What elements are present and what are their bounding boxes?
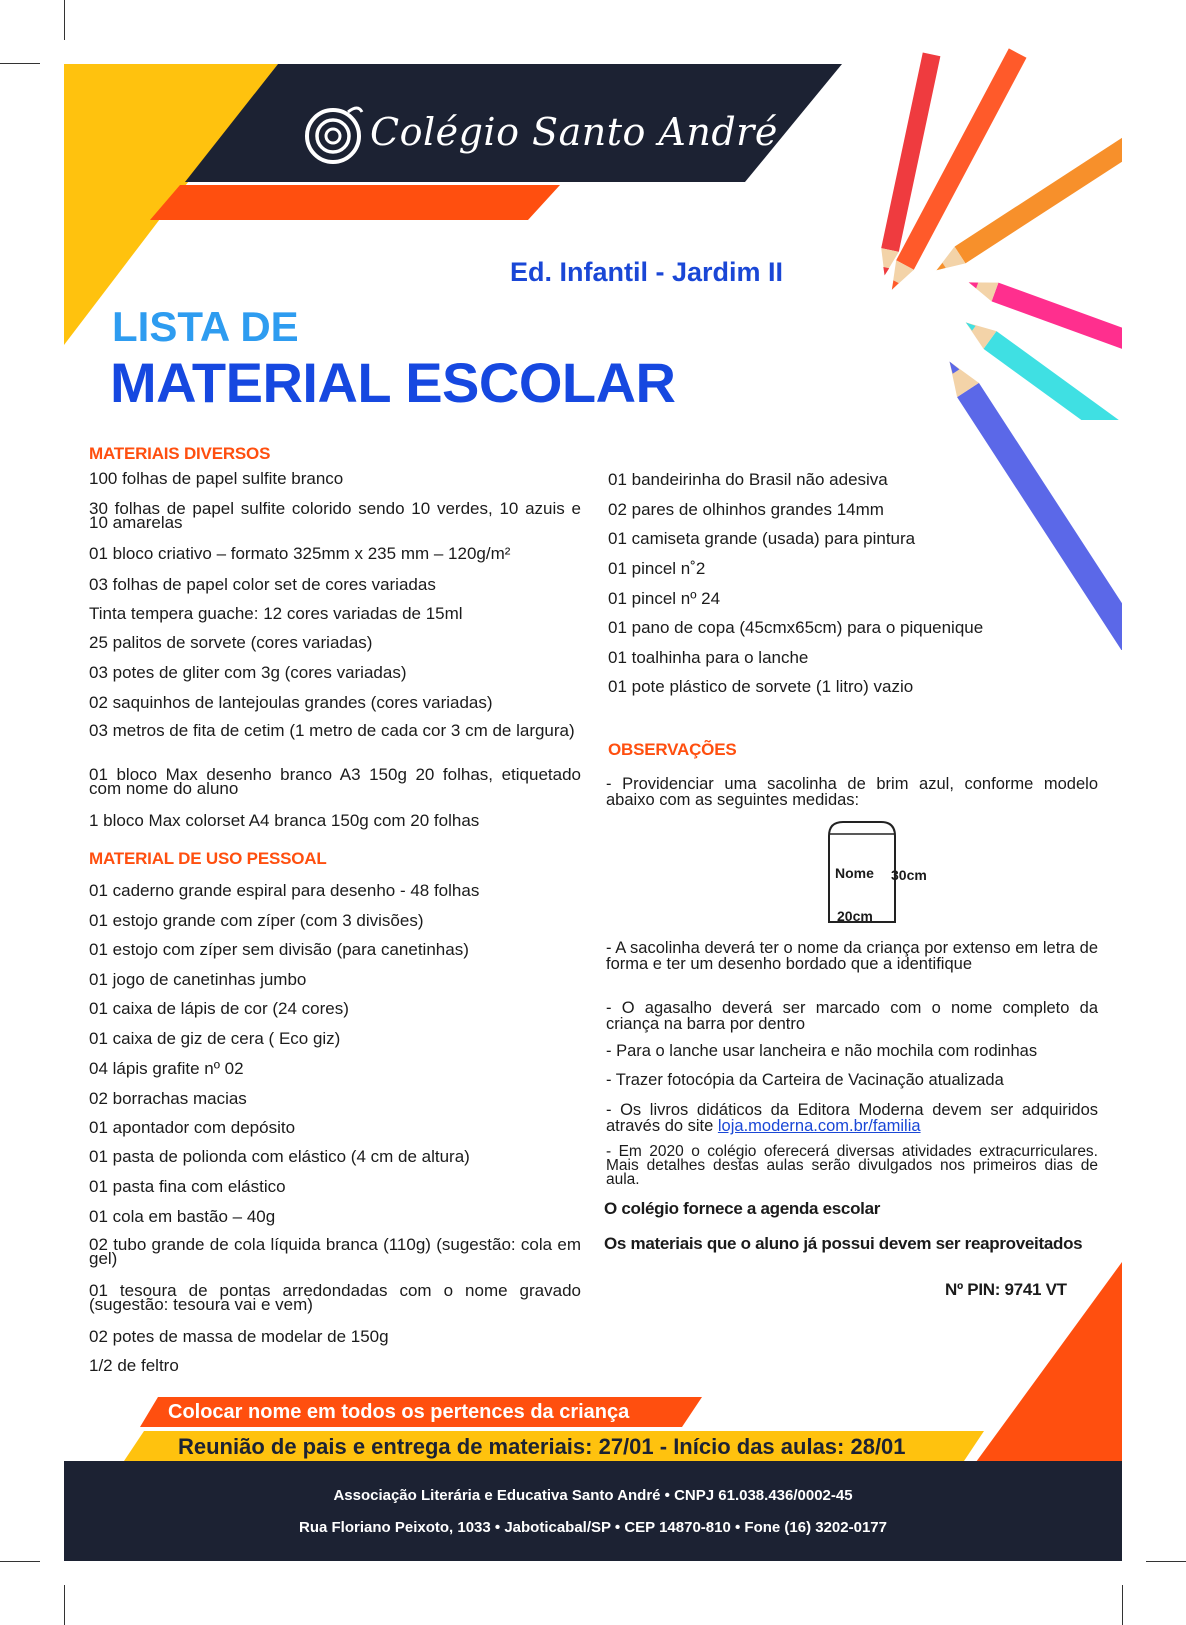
obs-note-extra: - Em 2020 o colégio oferecerá diversas atividades extracurriculares. Mais detalhes destas aulas serão divulgados nos primeiros dias de aula. [606,1143,1098,1188]
moderna-link[interactable]: loja.moderna.com.br/familia [717,1117,921,1136]
list-item: 01 toalhinha para o lanche [608,648,809,667]
list-item: 01 bloco criativo – formato 325mm x 235 mm – 120g/m² [89,544,511,563]
list-item: 01 pano de copa (45cmx65cm) para o piquenique [608,618,984,637]
obs-note: - A sacolinha deverá ter o nome da criança por extenso em letra de forma e ter um desenho bordado que a identifique [606,939,1098,974]
uso-pessoal-list [89,882,581,1382]
list-item: 01 caixa de giz de cera ( Eco giz) [89,1029,341,1048]
list-item: 01 bloco Max desenho branco A3 150g 20 folhas, etiquetado com nome do aluno [89,765,581,799]
right-items-list [608,471,1108,711]
list-item: 01 jogo de canetinhas jumbo [89,970,307,989]
footer [64,1461,1122,1561]
list-item: 100 folhas de papel sulfite branco [89,469,344,488]
list-item: 01 pasta de polionda com elástico (4 cm de altura) [89,1147,470,1166]
obs-note: - Trazer fotocópia da Carteira de Vacinação atualizada [606,1071,1004,1089]
obs-intro: - Providenciar uma sacolinha de brim azul, conforme modelo abaixo com as seguintes medidas: [606,775,1098,810]
list-item: 01 tesoura de pontas arredondadas com o nome gravado (sugestão: tesoura vai e vem) [89,1281,581,1315]
list-item: 01 pincel nº 24 [608,589,721,608]
obs-note: - Para o lanche usar lancheira e não mochila com rodinhas [606,1042,1038,1060]
crop-mark [64,1585,65,1625]
obs-note: - O agasalho deverá ser marcado com o nome completo da criança na barra por dentro [606,999,1098,1034]
orange-banner-text: Colocar nome em todos os pertences da criança [168,1401,630,1423]
list-item: 01 pasta fina com elástico [89,1177,286,1196]
crop-mark [1146,1561,1186,1562]
list-item: 01 estojo grande com zíper (com 3 divisões) [89,911,424,930]
bag-height-label: 30cm [891,867,927,883]
list-item: 30 folhas de papel sulfite colorido sendo 10 verdes, 10 azuis e 10 amarelas [89,499,581,533]
title-line-2: MATERIAL ESCOLAR [110,351,676,414]
bag-diagram [820,820,930,925]
list-item: 01 caderno grande espiral para desenho - 48 folhas [89,881,480,900]
moderna-text: - Os livros didáticos da Editora Moderna devem ser adquiridos através do site [606,1101,1098,1136]
footer-line-1: Associação Literária e Educativa Santo André • CNPJ 61.038.436/0002-45 [333,1487,853,1504]
logo [300,100,778,170]
crop-mark [1122,1585,1123,1625]
pin-number: Nº PIN: 9741 VT [945,1280,1067,1299]
list-item: 02 saquinhos de lantejoulas grandes (cores variadas) [89,693,493,712]
list-item: 03 folhas de papel color set de cores variadas [89,575,436,594]
list-item: 01 camiseta grande (usada) para pintura [608,529,916,548]
list-item: 01 caixa de lápis de cor (24 cores) [89,999,349,1018]
list-item: 01 bandeirinha do Brasil não adesiva [608,470,888,489]
list-item: 1 bloco Max colorset A4 branca 150g com 20 folhas [89,811,480,830]
logo-text: Colégio Santo André [370,110,778,154]
list-item: 01 apontador com depósito [89,1118,296,1137]
list-item: 1/2 de feltro [89,1356,179,1375]
footer-line-2: Rua Floriano Peixoto, 1033 • Jaboticabal/SP • CEP 14870-810 • Fone (16) 3202-0177 [299,1519,887,1536]
crop-mark [0,1561,40,1562]
list-item: 01 estojo com zíper sem divisão (para canetinhas) [89,940,469,959]
list-item: 03 potes de gliter com 3g (cores variadas) [89,663,407,682]
class-subtitle: Ed. Infantil - Jardim II [510,257,784,287]
list-item: 01 pote plástico de sorvete (1 litro) vazio [608,677,914,696]
list-item: 02 pares de olhinhos grandes 14mm [608,500,884,519]
list-item: 03 metros de fita de cetim (1 metro de cada cor 3 cm de largura) [89,721,575,740]
list-item: 01 pincel n˚2 [608,559,706,578]
section-heading-materiais-diversos: MATERIAIS DIVERSOS [89,444,271,463]
materiais-diversos-list [89,470,581,830]
section-heading-uso-pessoal: MATERIAL DE USO PESSOAL [89,849,327,868]
list-item: 04 lápis grafite nº 02 [89,1059,244,1078]
list-item: 01 cola em bastão – 40g [89,1207,276,1226]
logo-swirl-icon [300,102,366,168]
list-item: Tinta tempera guache: 12 cores variadas de 15ml [89,604,463,623]
agenda-note: O colégio fornece a agenda escolar [604,1199,881,1218]
yellow-banner-text: Reunião de pais e entrega de materiais: 27/01 - Início das aulas: 28/01 [178,1434,906,1459]
orange-stripe [150,185,560,220]
bag-width-label: 20cm [837,908,873,924]
reuse-note: Os materiais que o aluno já possui devem ser reaproveitados [604,1234,1083,1253]
obs-note-moderna [606,1102,1098,1134]
bag-name-label: Nome [835,865,874,881]
list-item: 25 palitos de sorvete (cores variadas) [89,633,373,652]
list-item: 02 potes de massa de modelar de 150g [89,1327,389,1346]
list-item: 02 tubo grande de cola líquida branca (110g) (sugestão: cola em gel) [89,1235,581,1269]
section-heading-observacoes: OBSERVAÇÕES [608,740,737,759]
list-item: 02 borrachas macias [89,1089,247,1108]
title-line-1: LISTA DE [112,303,299,350]
